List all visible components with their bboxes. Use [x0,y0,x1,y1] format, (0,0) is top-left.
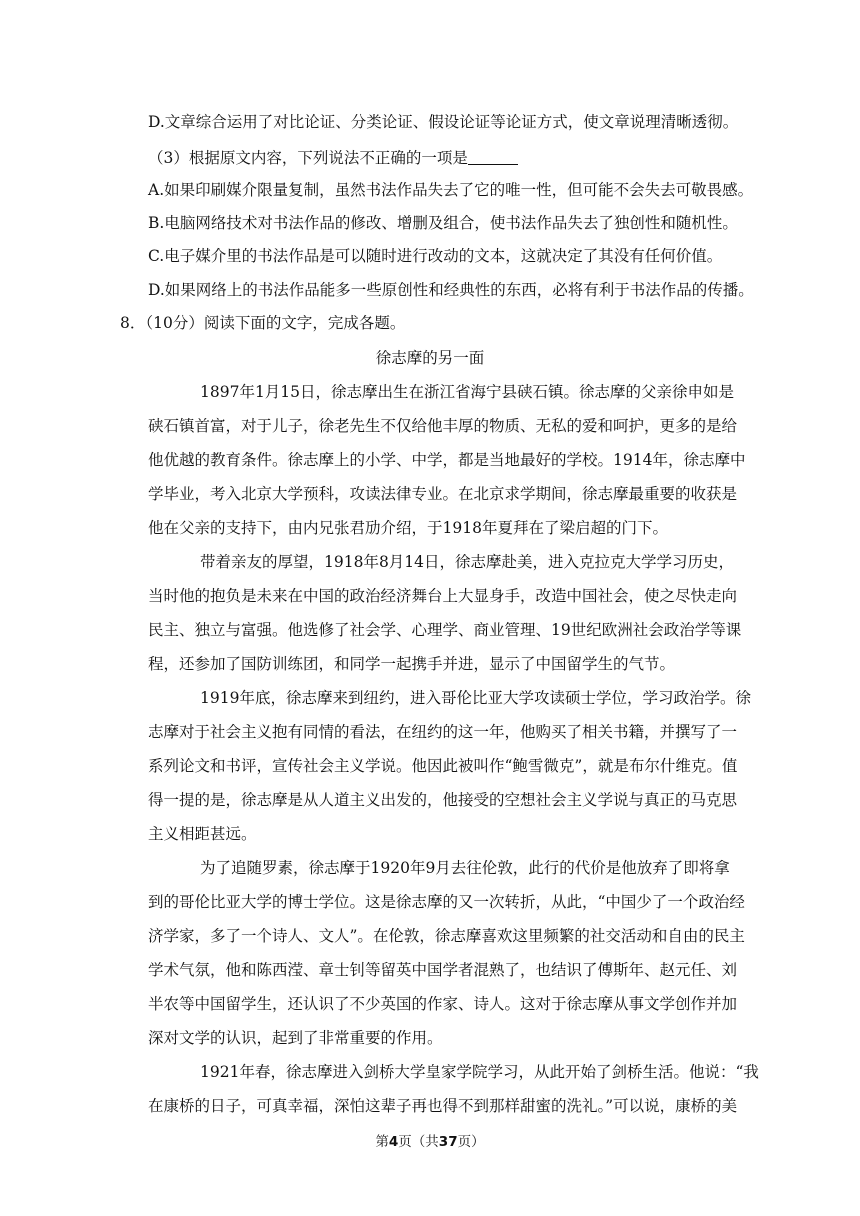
footer-mid: 页（共 [398,1134,439,1150]
option-a: A.如果印刷媒介限量复制，虽然书法作品失去了它的唯一性，但可能不会失去可敬畏感。 [148,181,754,199]
article-line: 济学家，多了一个诗人、文人”。在伦敦，徐志摩喜欢这里频繁的社交活动和自由的民主 [148,927,745,945]
total-pages: 37 [438,1134,458,1150]
option-d-prev: D.文章综合运用了对比论证、分类论证、假设论证等论证方式，使文章说理清晰透彻。 [148,113,739,131]
article-line: 硖石镇首富，对于儿子，徐老先生不仅给他丰厚的物质、无私的爱和呵护，更多的是给 [148,417,738,435]
question-3-stem-text: （3）根据原文内容，下列说法不正确的一项是 [148,149,468,167]
article-line: 在康桥的日子，可真幸福，深怕这辈子再也得不到那样甜蜜的洗礼。”可以说，康桥的美 [148,1097,738,1115]
article-line: 他优越的教育条件。徐志摩上的小学、中学，都是当地最好的学校。1914年，徐志摩中 [148,451,746,469]
article-line: 主义相距甚远。 [148,825,257,843]
article-line: 学术气氛，他和陈西滢、章士钊等留英中国学者混熟了，也结识了傅斯年、赵元任、刘 [148,961,738,979]
article-title: 徐志摩的另一面 [375,349,485,367]
option-b: B.电脑网络技术对书法作品的修改、增删及组合，使书法作品失去了独创性和随机性。 [148,214,738,232]
article-line: 到的哥伦比亚大学的博士学位。这是徐志摩的又一次转折，从此，“中国少了一个政治经 [148,893,745,911]
article-line: 系列论文和书评，宣传社会主义学说。他因此被叫作“鲍雪微克”，就是布尔什维克。值 [148,757,738,775]
question-8-header: 8．（10分）阅读下面的文字，完成各题。 [120,314,406,332]
article-line: 学毕业，考入北京大学预科，攻读法律专业。在北京求学期间，徐志摩最重要的收获是 [148,485,738,503]
article-line: 1919年底，徐志摩来到纽约，进入哥伦比亚大学攻读硕士学位，学习政治学。徐 [200,689,751,707]
article-line: 他在父亲的支持下，由内兄张君劢介绍，于1918年夏拜在了梁启超的门下。 [148,519,668,537]
footer-prefix: 第 [375,1134,389,1150]
article-line: 得一提的是，徐志摩是从人道主义出发的，他接受的空想社会主义学说与真正的马克思 [148,791,738,809]
article-line: 带着亲友的厚望，1918年8月14日，徐志摩赴美，进入克拉克大学学习历史， [200,553,735,571]
page-number: 4 [388,1134,399,1150]
article-line: 为了追随罗素，徐志摩于1920年9月去往伦敦，此行的代价是他放弃了即将拿 [200,859,730,877]
article-line: 民主、独立与富强。他选修了社会学、心理学、商业管理、19世纪欧洲社会政治学等课 [148,621,742,639]
footer-suffix: 页） [457,1134,485,1150]
article-line: 1921年春，徐志摩进入剑桥大学皇家学院学习，从此开始了剑桥生活。他说：“我 [200,1063,759,1081]
article-line: 志摩对于社会主义抱有同情的看法，在纽约的这一年，他购买了相关书籍，并撰写了一 [148,723,738,741]
option-d: D.如果网络上的书法作品能多一些原创性和经典性的东西，必将有利于书法作品的传播。 [148,281,754,299]
answer-blank [468,150,518,165]
question-3-stem [148,148,518,168]
option-c: C.电子媒介里的书法作品是可以随时进行改动的文本，这就决定了其没有任何价值。 [148,247,723,265]
article-line: 半农等中国留学生，还认识了不少英国的作家、诗人。这对于徐志摩从事文学创作并加 [148,995,738,1013]
article-line: 当时他的抱负是未来在中国的政治经济舞台上大显身手，改造中国社会，使之尽快走向 [148,587,738,605]
article-line: 深对文学的认识，起到了非常重要的作用。 [148,1029,443,1047]
article-line: 1897年1月15日，徐志摩出生在浙江省海宁县硖石镇。徐志摩的父亲徐申如是 [200,383,735,401]
page-footer [0,1130,860,1150]
article-line: 程，还参加了国防训练团，和同学一起携手并进，显示了中国留学生的气节。 [148,655,676,673]
